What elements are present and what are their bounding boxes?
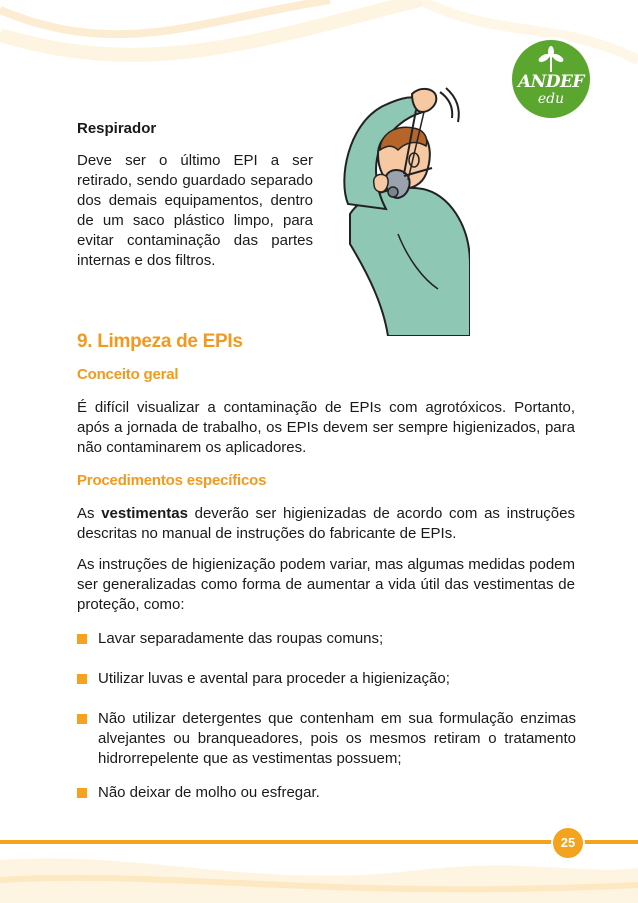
respirador-body: Deve ser o último EPI a ser retirado, sendo guardado separado dos demais equipamentos, dentro de um saco plástico limpo, para evitar contaminação das partes internas e dos filtros. [77, 152, 313, 269]
section-title: 9. Limpeza de EPIs [77, 331, 243, 352]
logo-brand: ANDEF [518, 72, 584, 92]
p2-bold: vestimentas [101, 505, 188, 522]
footer-line [0, 840, 638, 844]
bullet-square-icon [77, 714, 87, 724]
respirator-removal-illustration [328, 84, 470, 336]
p2-pre: As [77, 505, 102, 522]
list-item [77, 783, 577, 803]
bullet-square-icon [77, 634, 87, 644]
list-item [77, 709, 577, 769]
subheading-conceito-geral: Conceito geral [77, 366, 179, 383]
list-item [77, 669, 577, 689]
list-item-text: Não utilizar detergentes que contenham em sua formulação enzimas alvejantes ou branqueadores, pois os mesmos retiram o tratamento hidrorrepelente que as vestimentas possuem; [98, 710, 576, 767]
paragraph-instrucoes: As instruções de higienização podem variar, mas algumas medidas podem ser generalizadas como forma de aumentar a vida útil das vestimentas de proteção, como: [77, 556, 575, 613]
page-number-badge [553, 828, 583, 858]
list-item-text: Lavar separadamente das roupas comuns; [98, 630, 384, 647]
paragraph-vestimentas [77, 504, 575, 544]
andef-edu-logo [512, 40, 590, 118]
list-item-text: Utilizar luvas e avental para proceder a higienização; [98, 670, 450, 687]
respirador-title: Respirador [77, 120, 157, 137]
p2-post: deverão ser higienizadas de acordo com as instruções descritas no manual de instruções do fabricante de EPIs. [77, 505, 575, 542]
plant-icon [534, 46, 568, 72]
list-item-text: Não deixar de molho ou esfregar. [98, 784, 320, 801]
bullet-square-icon [77, 674, 87, 684]
logo-sub: edu [537, 91, 565, 107]
page-number: 25 [560, 835, 576, 850]
subheading-procedimentos: Procedimentos específicos [77, 472, 267, 489]
bullet-square-icon [77, 788, 87, 798]
paragraph-conceito: É difícil visualizar a contaminação de EPIs com agrotóxicos. Portanto, após a jornada de trabalho, os EPIs devem ser sempre higienizados, para não contaminarem os aplicadores. [77, 399, 575, 456]
list-item [77, 629, 577, 649]
